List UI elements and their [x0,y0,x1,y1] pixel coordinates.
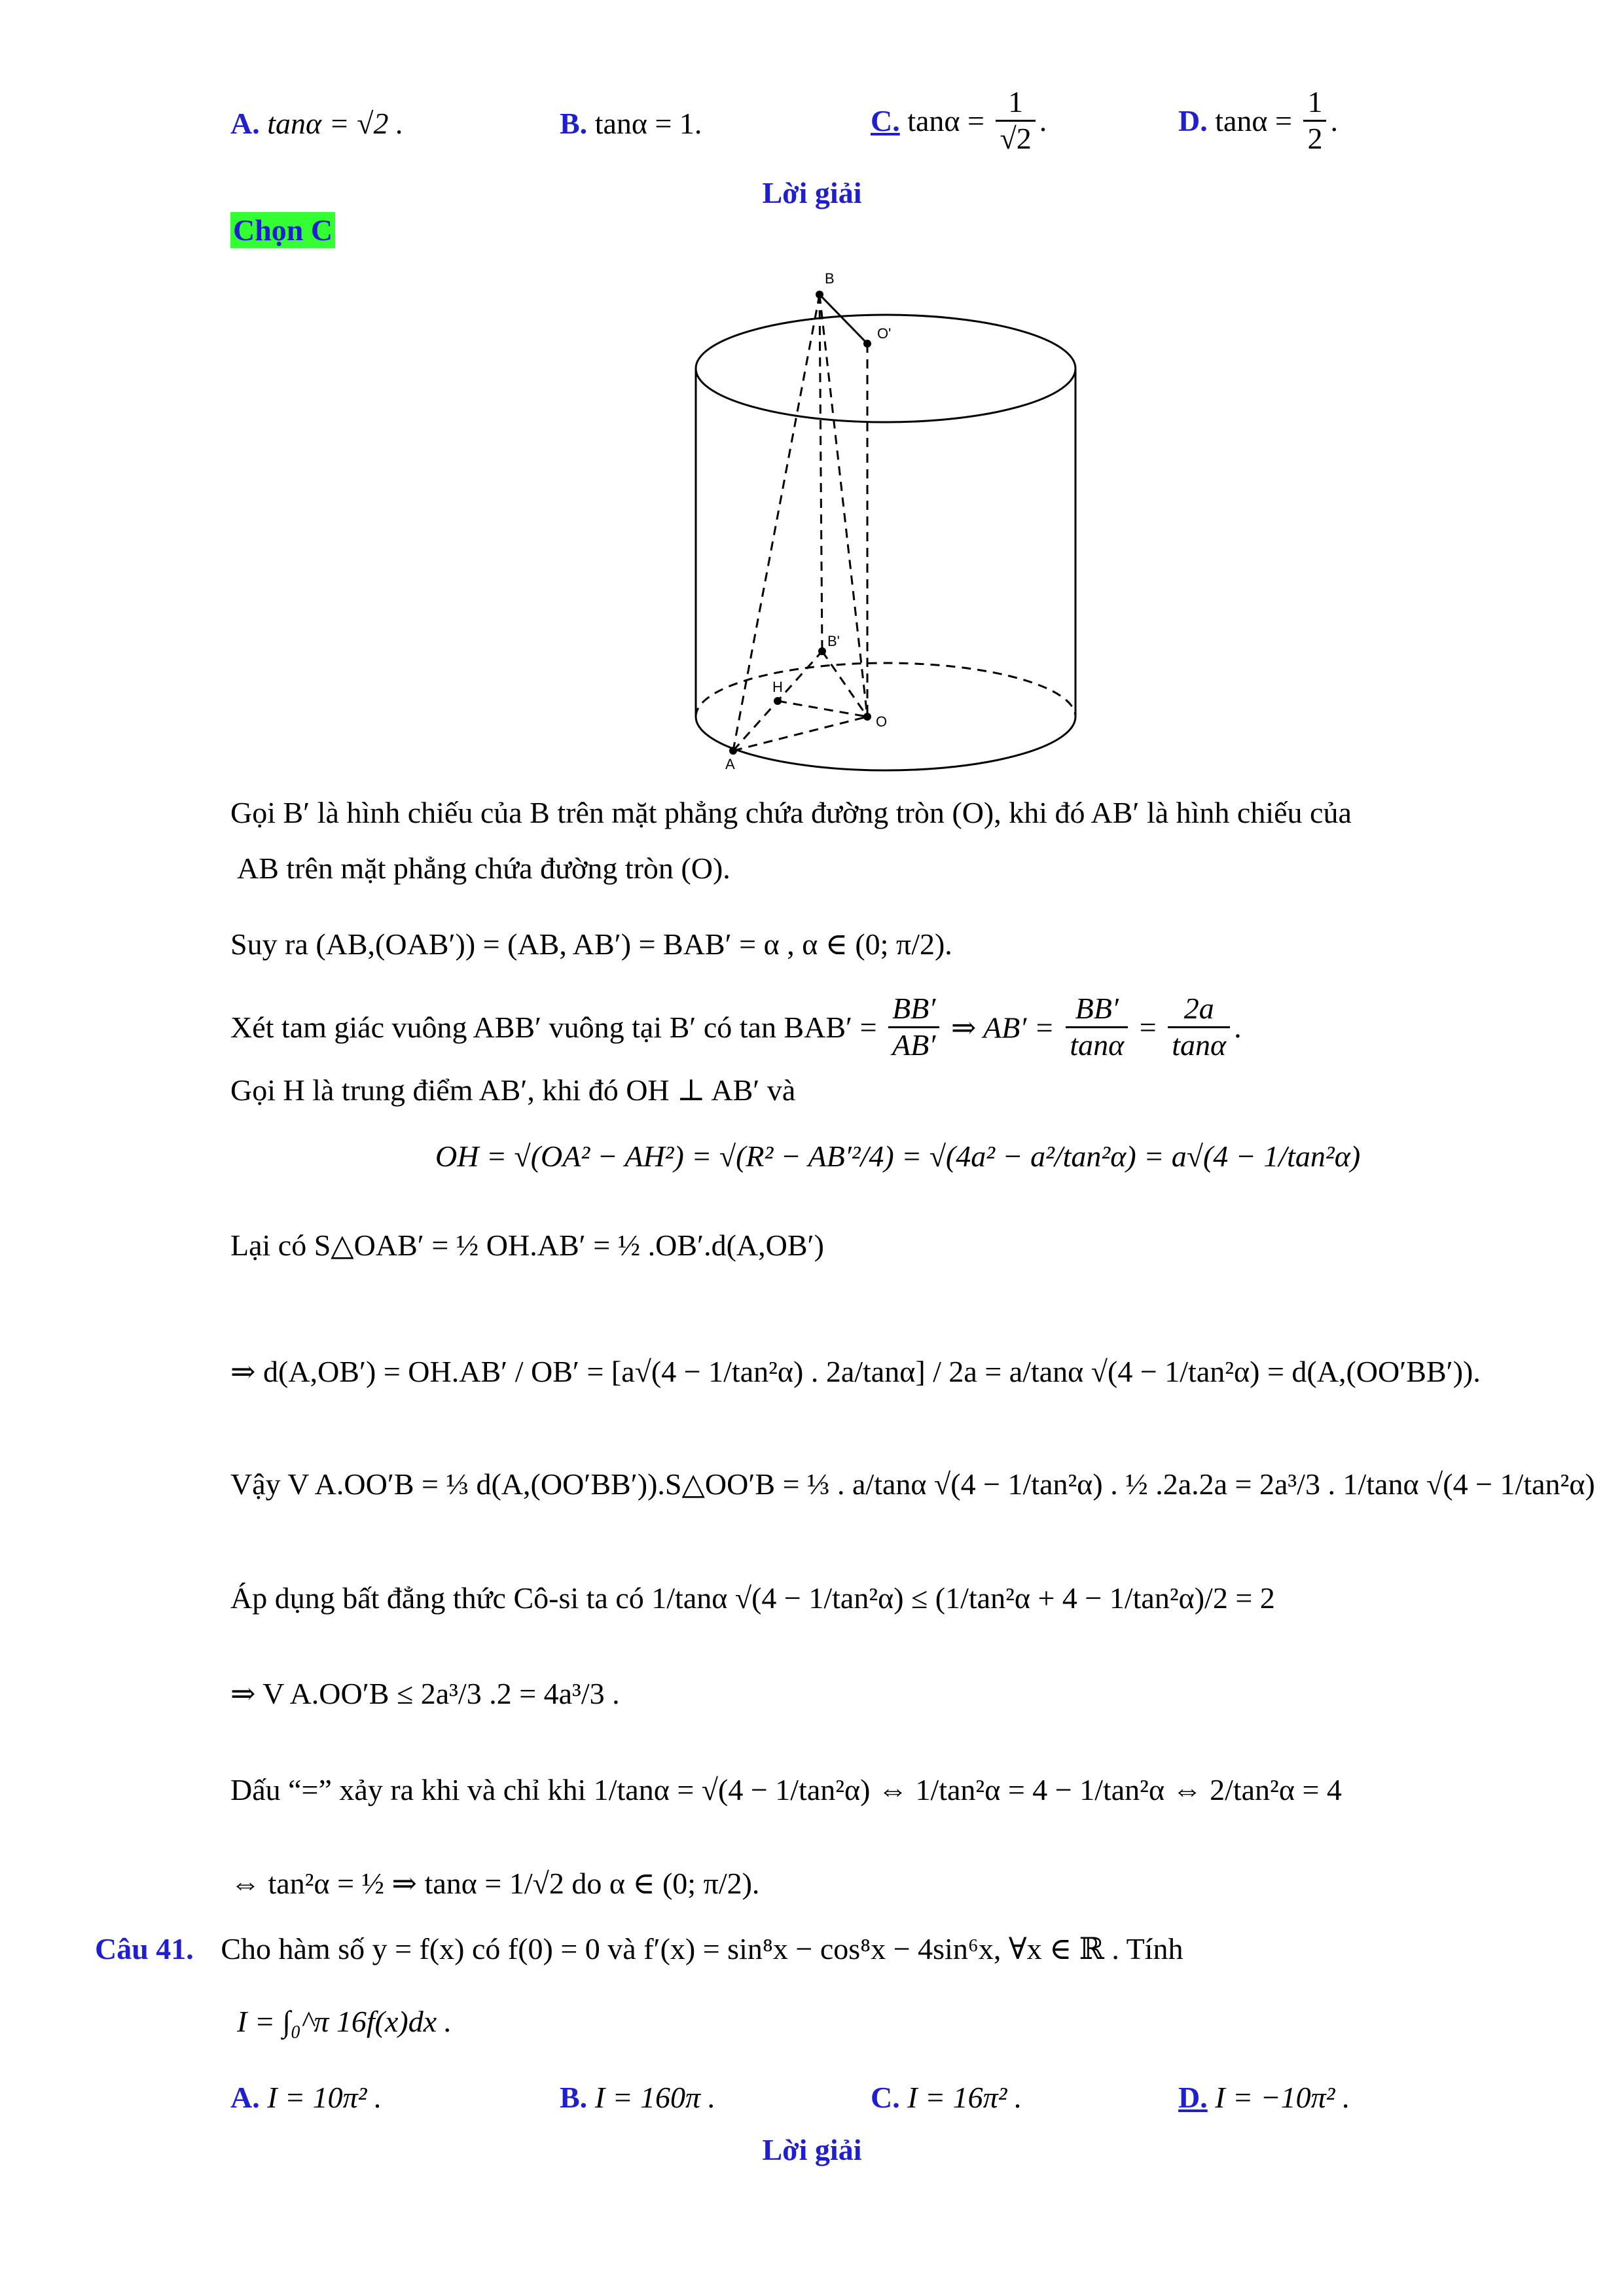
q41-option-b [560,2080,715,2115]
q41-option-d [1178,2080,1350,2115]
point-o [863,713,871,721]
line4-frac-3-den: tanα [1172,1028,1227,1062]
q41-option-a [230,2080,382,2115]
option-b-label: B. [560,107,588,140]
text-line-5: Gọi H là trung điểm AB′, khi đó OH ⊥ AB′ và [230,1073,796,1107]
option-c: C. tanα = $\frac{1}{√2}$ . [871,85,1047,155]
option-b [560,106,702,141]
point-b [816,291,823,298]
text-line-8: ⇒ d(A,OB′) = OH.AB′ / OB′ = [a√(4 − 1/tan²α) . 2a/tanα] / 2a = a/tanα √(4 − 1/tan²α) = d(A,(OO′BB′)). [230,1355,1481,1388]
line4-mid: ⇒ AB′ = [950,1011,1055,1045]
label-o: O [876,713,888,730]
line4-frac-2 [1066,992,1128,1063]
option-d-fraction [1303,85,1326,156]
text-line-12: Dấu “=” xảy ra khi và chỉ khi 1/tanα = √(4 − 1/tan²α) ⇔ 1/tan²α = 4 − 1/tan²α ⇔ 2/tan²α = 4 [230,1773,1342,1806]
dashed-segments [733,295,867,751]
option-d-pre: tanα = [1215,103,1292,137]
option-b-text: tanα = 1. [594,107,702,140]
label-a: A [725,756,735,772]
q41-option-b-text: I = 160π . [594,2081,716,2114]
line4-frac-1-den: AB′ [892,1028,936,1062]
line4-frac-1 [888,992,939,1063]
text-line-7: Lại có S△OAB′ = ½ OH.AB′ = ½ .OB′.d(A,OB′) [230,1229,824,1262]
option-c-label: C. [871,103,900,137]
option-d-num: 1 [1303,85,1326,122]
text-line-9: Vậy V A.OO′B = ⅓ d(A,(OO′BB′)).S△OO′B = ⅓ . a/tanα √(4 − 1/tan²α) . ½ .2a.2a = 2a³/3 . 1/tanα √(4 − 1/tan²α) [230,1467,1595,1501]
cylinder-figure [668,265,1100,776]
option-c-fraction [996,85,1035,156]
line4-frac-2-den: tanα [1070,1028,1125,1062]
question-41-integral: I = ∫₀^π 16f(x)dx . [237,2005,452,2038]
text-line-6: OH = √(OA² − AH²) = √(R² − AB′²/4) = √(4a² − a²/tan²α) = a√(4 − 1/tan²α) [435,1139,1361,1173]
choose-answer [230,213,335,247]
option-a-label: A. [230,107,260,140]
solution-title: Lời giải [762,176,862,209]
q41-option-c-label: C. [871,2081,900,2114]
point-h [774,697,782,705]
label-h: H [772,679,783,695]
q41-option-a-label: A. [230,2081,260,2114]
choose-tag: Chọn C [230,212,335,248]
text-line-10: Áp dụng bất đẳng thức Cô-si ta có 1/tanα √(4 − 1/tan²α) ≤ (1/tan²α + 4 − 1/tan²α)/2 = 2 [230,1581,1275,1615]
label-oprime: O' [877,325,892,342]
text-line-1: Gọi B′ là hình chiếu của B trên mặt phẳng chứa đường tròn (O), khi đó AB′ là hình chiếu của [230,796,1352,829]
question-41 [95,1931,1183,1966]
option-c-pre: tanα = [907,103,984,137]
text-line-3: Suy ra (AB,(OAB′)) = (AB, AB′) = BAB′ = α , α ∈ (0; π/2). [230,927,952,961]
option-d-label: D. [1178,103,1208,137]
line4-frac-3 [1168,992,1230,1063]
q41-option-c [871,2080,1022,2115]
text-line-2: AB trên mặt phẳng chứa đường tròn (O). [237,852,731,885]
text-line-13: ⇔ tan²α = ½ ⇒ tanα = 1/√2 do α ∈ (0; π/2). [230,1867,760,1900]
text-line-4: Xét tam giác vuông ABB′ vuông tại B′ có tan BAB′ = $\frac{BB'}{AB'}$ ⇒ AB′ = $\frac{BB'}{\tan\alpha}$ = $\frac{2a}{\tan\alpha}$ . [230,992,1242,1062]
q41-option-d-label: D. [1178,2081,1208,2114]
text-line-11: ⇒ V A.OO′B ≤ 2a³/3 .2 = 4a³/3 . [230,1677,620,1710]
option-a [230,106,403,141]
option-a-text: tanα = √2 . [267,107,404,140]
point-oprime [863,340,871,348]
option-c-num: 1 [996,85,1035,122]
q41-option-b-label: B. [560,2081,588,2114]
label-b: B [825,270,835,287]
bottom-ellipse-back [696,663,1075,717]
point-bprime [818,647,826,655]
label-bprime: B' [827,633,840,649]
question-41-label: Câu 41. [95,1932,194,1965]
option-d-den: 2 [1307,121,1323,155]
line4-frac-3-num: 2a [1168,992,1230,1028]
point-a [729,747,737,755]
q41-option-a-text: I = 10π² . [267,2081,382,2114]
question-41-text: Cho hàm số y = f(x) có f(0) = 0 và f′(x) = sin⁸x − cos⁸x − 4sin⁶x, ∀x ∈ ℝ . Tính [221,1932,1183,1965]
segment-b-oprime [820,295,867,344]
option-d: D. tanα = $\frac{1}{2}$ . [1178,85,1338,155]
line4-frac-2-num: BB′ [1066,992,1128,1028]
line4-prefix: Xét tam giác vuông ABB′ vuông tại B′ có tan BAB′ = [230,1010,877,1044]
q41-option-c-text: I = 16π² . [907,2081,1022,2114]
q41-option-d-text: I = −10π² . [1215,2081,1350,2114]
solution-title-2: Lời giải [762,2133,862,2166]
option-c-den: √2 [1000,121,1032,155]
line4-frac-1-num: BB′ [888,992,939,1028]
